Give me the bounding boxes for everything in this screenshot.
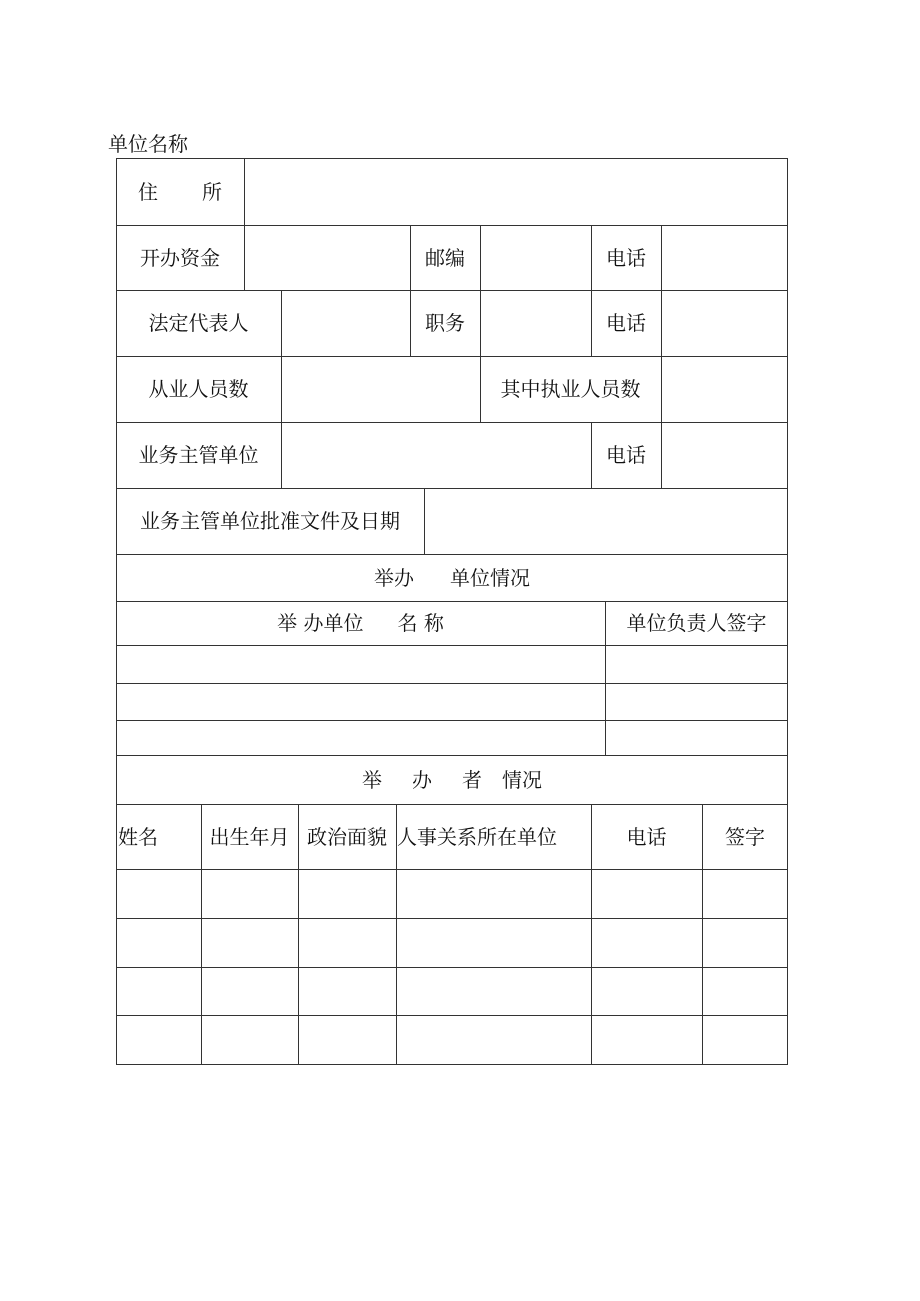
phone-value-3[interactable]: [662, 423, 787, 488]
sponsor-unit-signature-cell[interactable]: [606, 646, 787, 683]
address-label-char-2: 所: [202, 179, 222, 204]
unit-name-label: 单位名称: [108, 132, 188, 156]
sponsor-unit-name-header-part-1: 举 办单位: [277, 611, 364, 635]
sponsors-section-title: [116, 755, 788, 804]
sponsor-unit-name-cell[interactable]: [117, 646, 605, 683]
phone-label-2: 电话: [606, 311, 646, 335]
table-row[interactable]: [117, 870, 787, 918]
sponsor-unit-signature-header: 单位负责人签字: [626, 611, 767, 635]
sponsors-title-part-1: 举: [362, 767, 382, 792]
legal-rep-label: 法定代表人: [148, 311, 249, 335]
capital-value[interactable]: [245, 226, 410, 290]
phone-label-1: 电话: [606, 245, 646, 270]
table-row[interactable]: [117, 919, 787, 967]
licensed-count-value[interactable]: [662, 357, 787, 422]
address-value[interactable]: [245, 159, 787, 225]
position-value[interactable]: [481, 291, 591, 356]
postcode-label: 邮编: [425, 245, 465, 270]
capital-label: 开办资金: [140, 245, 220, 270]
sponsor-unit-name-header: [116, 601, 605, 645]
sponsor-column-phone: 电话: [626, 824, 667, 849]
staff-count-label: 从业人员数: [148, 377, 249, 401]
sponsors-title-part-3: 者: [462, 767, 482, 792]
legal-rep-value[interactable]: [282, 291, 410, 356]
sponsor-unit-name-cell[interactable]: [117, 721, 605, 755]
postcode-value[interactable]: [481, 226, 591, 290]
sponsor-column-employer: 人事关系所在单位: [397, 824, 557, 849]
sponsor-unit-name-cell[interactable]: [117, 684, 605, 720]
position-label: 职务: [425, 311, 465, 335]
approval-doc-label: 业务主管单位批准文件及日期: [140, 509, 400, 533]
sponsor-column-birth: 出生年月: [209, 824, 290, 849]
address-label-char-1: 住: [138, 179, 158, 204]
supervisor-label: 业务主管单位: [138, 443, 259, 467]
phone-value-2[interactable]: [662, 291, 787, 356]
sponsor-units-title-part-2: 单位情况: [450, 565, 530, 590]
sponsor-column-name: 姓名: [118, 824, 158, 849]
licensed-count-label: 其中执业人员数: [500, 377, 641, 401]
sponsors-title-part-4: 情况: [502, 767, 542, 792]
staff-count-value[interactable]: [282, 357, 480, 422]
sponsors-title-part-2: 办: [412, 767, 432, 792]
registration-form-table: [116, 158, 788, 1065]
sponsor-unit-signature-cell[interactable]: [606, 721, 787, 755]
sponsor-units-title-part-1: 举办: [374, 565, 414, 590]
sponsor-unit-signature-cell[interactable]: [606, 684, 787, 720]
supervisor-value[interactable]: [282, 423, 591, 488]
phone-label-3: 电话: [606, 443, 646, 467]
phone-value-1[interactable]: [662, 226, 787, 290]
address-label: [116, 158, 244, 225]
table-row[interactable]: [117, 968, 787, 1015]
sponsor-unit-name-header-part-2: 名 称: [397, 611, 444, 635]
sponsor-column-signature: 签字: [725, 824, 765, 849]
table-row[interactable]: [117, 1016, 787, 1064]
approval-doc-value[interactable]: [425, 489, 787, 554]
sponsor-units-section-title: [116, 554, 788, 601]
sponsor-column-politics: 政治面貌: [307, 824, 387, 849]
